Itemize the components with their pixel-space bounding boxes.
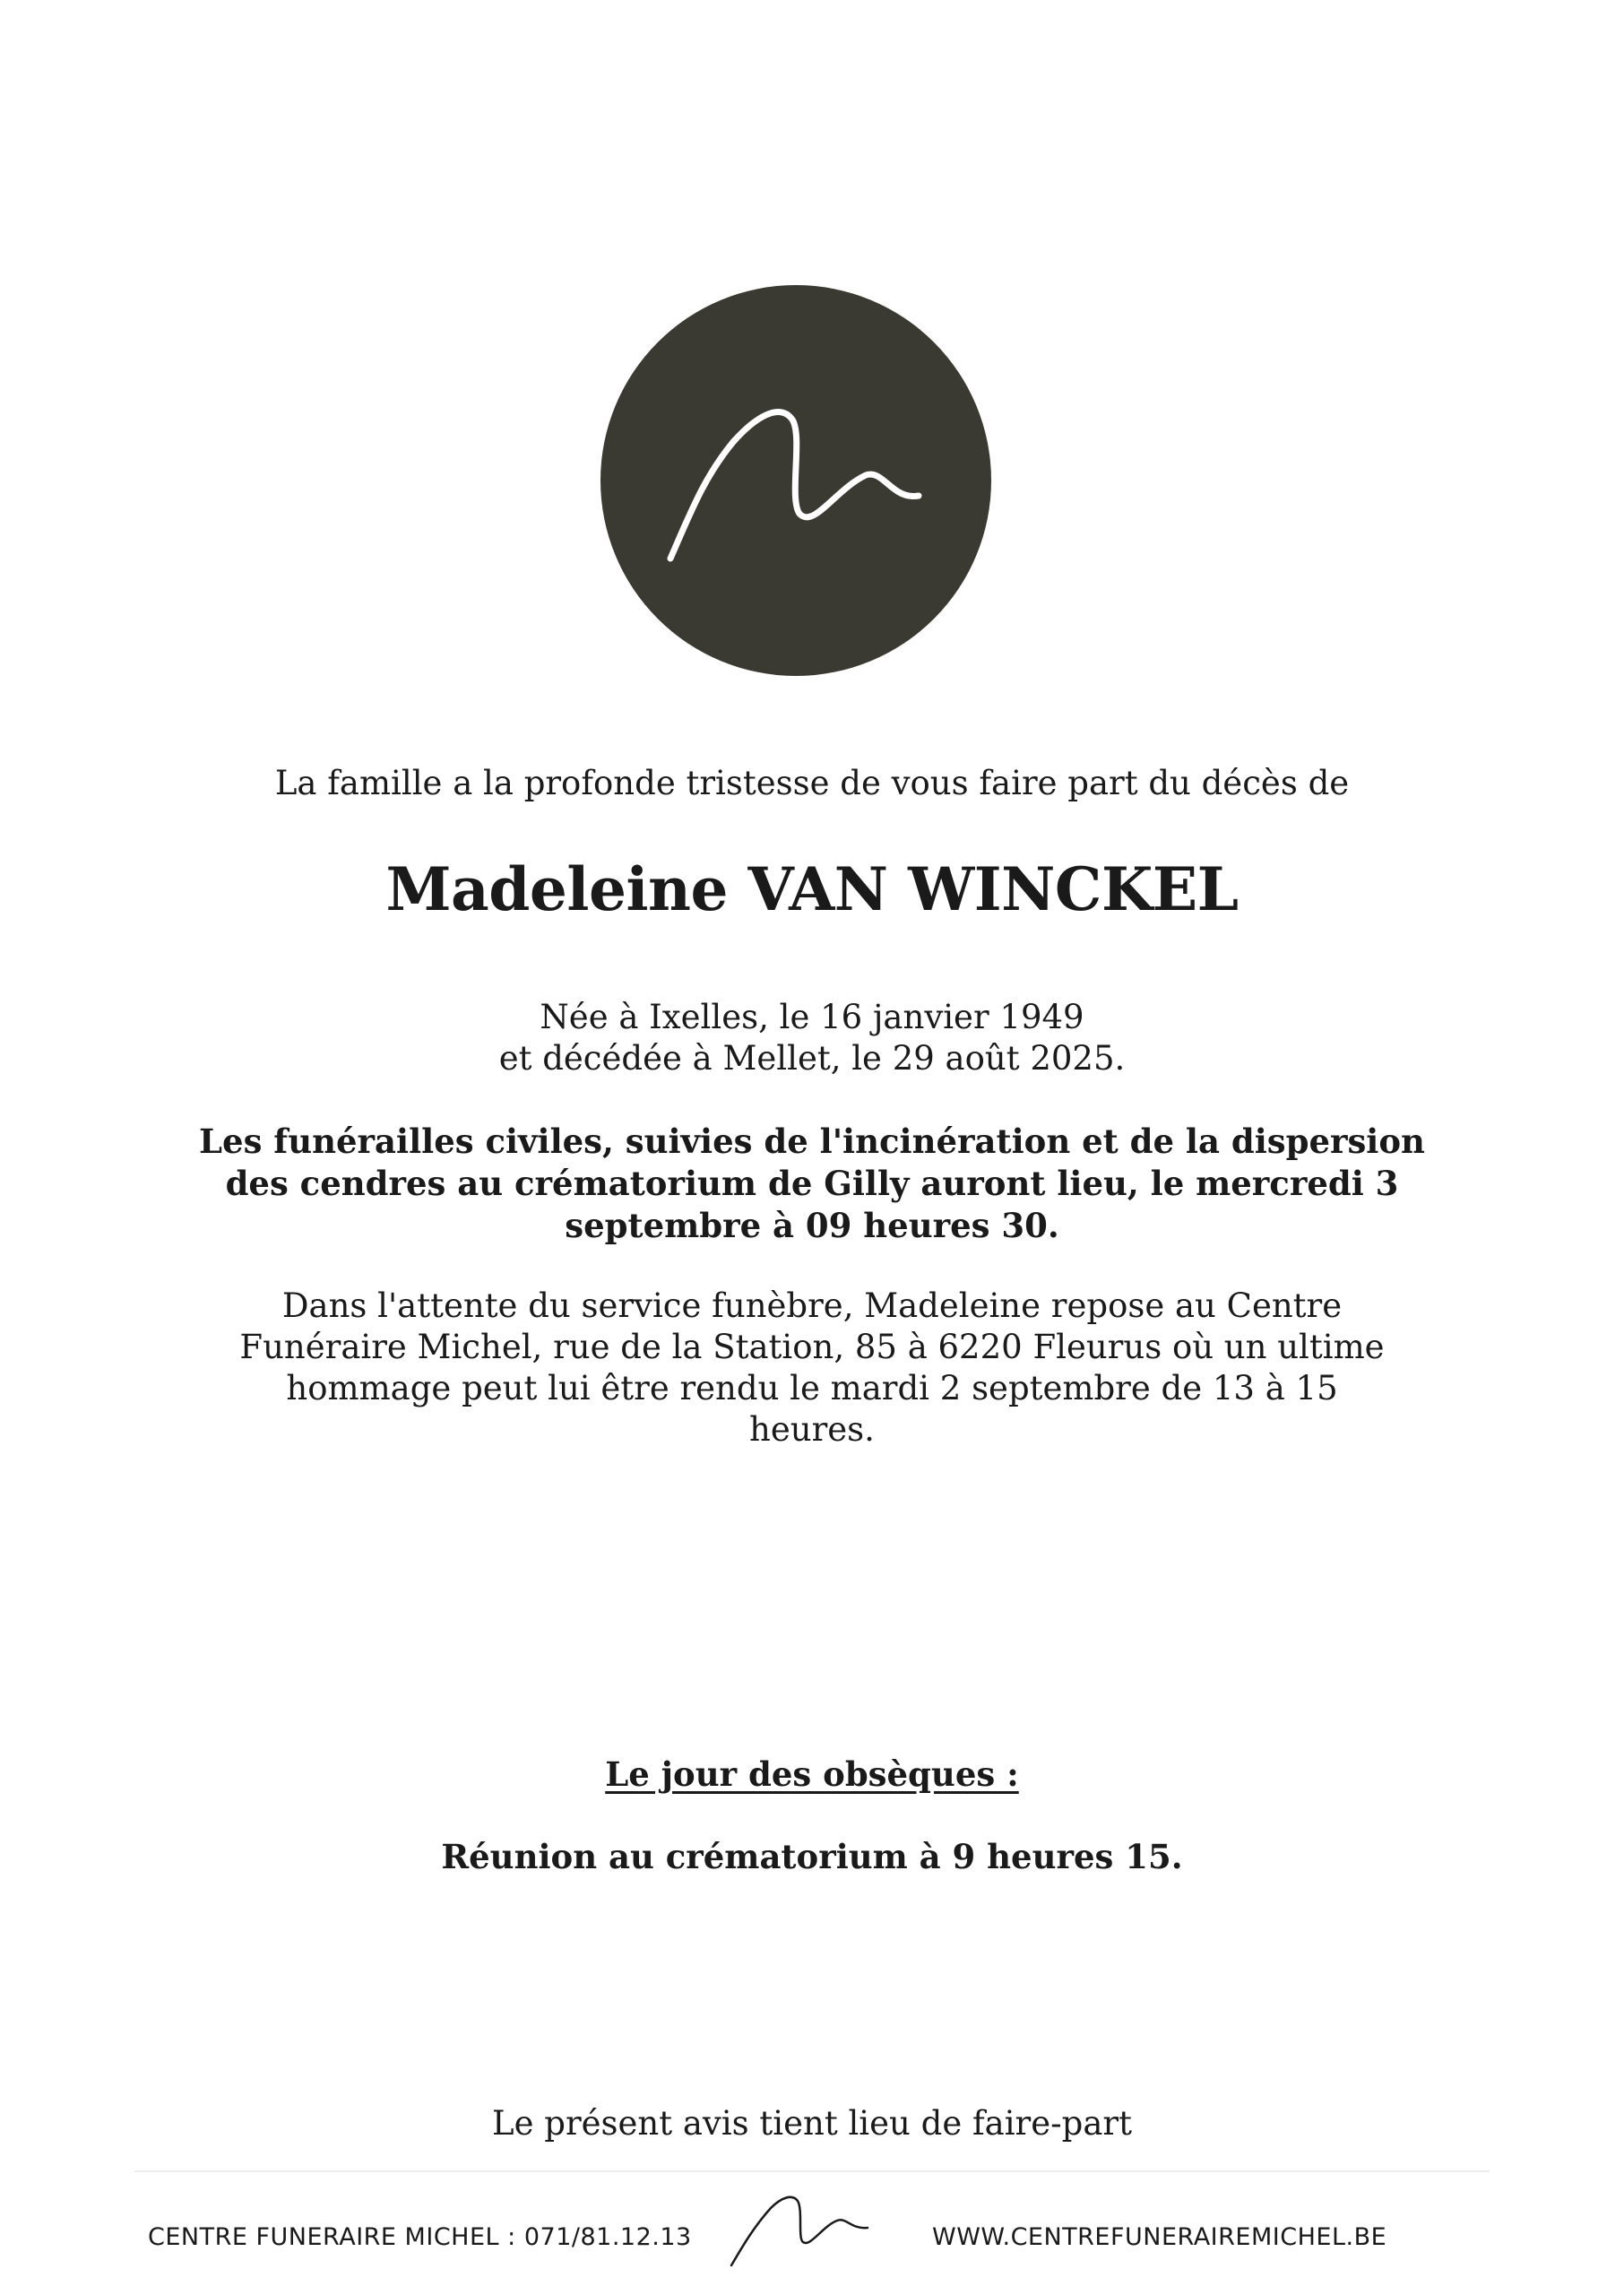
intro-text: La famille a la profonde tristesse de vous faire part du décès de — [274, 764, 1350, 802]
visitation-line: hommage peut lui être rendu le mardi 2 septembre de 13 à 15 — [286, 1369, 1338, 1407]
funeral-details — [0, 1121, 1624, 1247]
footer-website: WWW.CENTREFUNERAIREMICHEL.BE — [932, 2223, 1387, 2251]
visitation-line: heures. — [749, 1410, 875, 1449]
funeral-line: Les funérailles civiles, suivies de l'incinération et de la dispersion — [199, 1122, 1425, 1161]
visitation-details — [0, 1286, 1624, 1451]
death-line: et décédée à Mellet, le 29 août 2025. — [498, 1039, 1126, 1078]
footer-signature-m-icon — [726, 2183, 878, 2273]
visitation-line: Funéraire Michel, rue de la Station, 85 à 6220 Fleurus où un ultime — [239, 1328, 1385, 1366]
notice-text: Le présent avis tient lieu de faire-part — [492, 2104, 1132, 2143]
footer-contact: CENTRE FUNERAIRE MICHEL : 071/81.12.13 — [148, 2223, 692, 2251]
life-dates — [0, 997, 1624, 1079]
meeting-info: Réunion au crématorium à 9 heures 15. — [441, 1837, 1183, 1876]
deceased-name: Madeleine VAN WINCKEL — [385, 854, 1239, 924]
ceremony-day-heading: Le jour des obsèques : — [605, 1754, 1019, 1794]
footer-divider — [134, 2170, 1490, 2172]
visitation-line: Dans l'attente du service funèbre, Madeleine repose au Centre — [281, 1286, 1343, 1325]
brand-logo-circle — [600, 285, 991, 676]
signature-m-icon — [600, 285, 991, 676]
funeral-line: des cendres au crématorium de Gilly auront lieu, le mercredi 3 — [225, 1164, 1399, 1203]
birth-line: Née à Ixelles, le 16 janvier 1949 — [540, 998, 1084, 1036]
funeral-line: septembre à 09 heures 30. — [565, 1206, 1059, 1245]
